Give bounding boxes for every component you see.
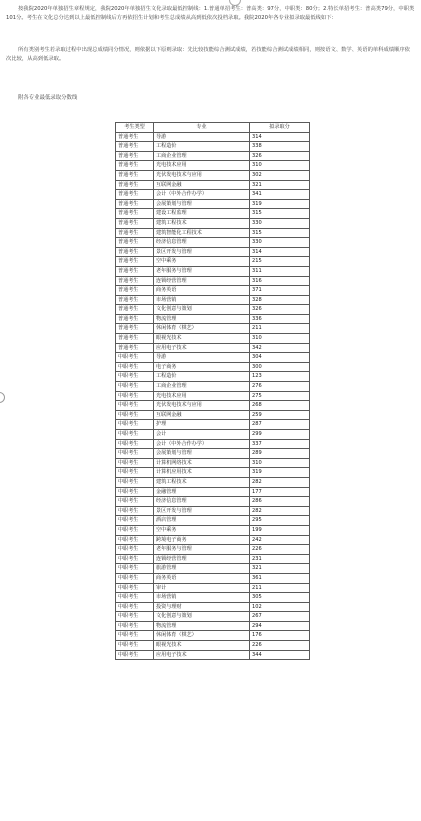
score-cell: 268 [250, 401, 310, 411]
major-cell: 文化创意与策划 [154, 612, 250, 622]
table-row [116, 132, 310, 142]
score-cell: 315 [250, 228, 310, 238]
table-row [116, 353, 310, 363]
student-type-cell: 普通考生 [116, 314, 154, 324]
student-type-cell: 中职考生 [116, 535, 154, 545]
table-row [116, 410, 310, 420]
table-row [116, 516, 310, 526]
table-row [116, 305, 310, 315]
major-cell: 连锁经营管理 [154, 554, 250, 564]
student-type-cell: 普通考生 [116, 295, 154, 305]
score-cell: 326 [250, 151, 310, 161]
student-type-cell: 普通考生 [116, 247, 154, 257]
score-cell: 305 [250, 593, 310, 603]
major-cell: 工程造价 [154, 142, 250, 152]
table-row [116, 602, 310, 612]
table-row [116, 545, 310, 555]
student-type-cell: 普通考生 [116, 343, 154, 353]
student-type-cell: 中职考生 [116, 545, 154, 555]
score-cell: 337 [250, 439, 310, 449]
major-cell: 会计（中外合作办学） [154, 190, 250, 200]
major-cell: 空中乘务 [154, 525, 250, 535]
major-cell: 工程造价 [154, 372, 250, 382]
student-type-cell: 中职考生 [116, 430, 154, 440]
student-type-cell: 中职考生 [116, 650, 154, 660]
major-cell: 导游 [154, 132, 250, 142]
student-type-cell: 普通考生 [116, 142, 154, 152]
score-cell: 310 [250, 334, 310, 344]
student-type-cell: 普通考生 [116, 132, 154, 142]
student-type-cell: 中职考生 [116, 420, 154, 430]
student-type-cell: 中职考生 [116, 641, 154, 651]
table-row [116, 209, 310, 219]
score-cell: 282 [250, 506, 310, 516]
major-cell: 计算机应用技术 [154, 468, 250, 478]
score-cell: 316 [250, 276, 310, 286]
table-row [116, 487, 310, 497]
score-cell: 300 [250, 362, 310, 372]
table-header-row [116, 123, 310, 133]
student-type-cell: 普通考生 [116, 209, 154, 219]
table-row [116, 573, 310, 583]
major-cell: 光伏发电技术与应用 [154, 170, 250, 180]
student-type-cell: 中职考生 [116, 554, 154, 564]
score-cell: 328 [250, 295, 310, 305]
score-cell: 275 [250, 391, 310, 401]
major-cell: 电子商务 [154, 362, 250, 372]
major-cell: 投资与理财 [154, 602, 250, 612]
student-type-cell: 中职考生 [116, 410, 154, 420]
student-type-cell: 普通考生 [116, 257, 154, 267]
major-cell: 老年服务与管理 [154, 266, 250, 276]
student-type-cell: 中职考生 [116, 564, 154, 574]
student-type-cell: 普通考生 [116, 151, 154, 161]
major-cell: 文化创意与策划 [154, 305, 250, 315]
score-cell: 310 [250, 458, 310, 468]
major-cell: 跨境电子商务 [154, 535, 250, 545]
student-type-cell: 中职考生 [116, 525, 154, 535]
table-row [116, 420, 310, 430]
score-cell: 176 [250, 631, 310, 641]
table-row [116, 228, 310, 238]
score-cell: 326 [250, 305, 310, 315]
score-cell: 267 [250, 612, 310, 622]
table-row [116, 621, 310, 631]
student-type-cell: 普通考生 [116, 199, 154, 209]
major-cell: 建设工程监理 [154, 209, 250, 219]
table-row [116, 401, 310, 411]
student-type-cell: 普通考生 [116, 266, 154, 276]
score-cell: 226 [250, 641, 310, 651]
major-cell: 市场营销 [154, 593, 250, 603]
score-cell: 211 [250, 583, 310, 593]
major-cell: 商务英语 [154, 573, 250, 583]
score-cell: 342 [250, 343, 310, 353]
circle-mark-icon [0, 392, 5, 403]
column-header-student-type: 考生类型 [116, 123, 154, 133]
student-type-cell: 普通考生 [116, 238, 154, 248]
score-cell: 319 [250, 468, 310, 478]
major-cell: 商务英语 [154, 286, 250, 296]
major-cell: 经济信息管理 [154, 238, 250, 248]
score-cell: 226 [250, 545, 310, 555]
table-row [116, 506, 310, 516]
student-type-cell: 普通考生 [116, 276, 154, 286]
table-row [116, 554, 310, 564]
table-row [116, 266, 310, 276]
major-cell: 物流管理 [154, 621, 250, 631]
table-row [116, 430, 310, 440]
score-cell: 314 [250, 132, 310, 142]
major-cell: 景区开发与管理 [154, 506, 250, 516]
score-cell: 102 [250, 602, 310, 612]
table-row [116, 631, 310, 641]
student-type-cell: 中职考生 [116, 612, 154, 622]
major-cell: 应用电子技术 [154, 343, 250, 353]
student-type-cell: 普通考生 [116, 190, 154, 200]
major-cell: 眼视光技术 [154, 334, 250, 344]
major-cell: 建筑智能化工程技术 [154, 228, 250, 238]
major-cell: 经济信息管理 [154, 497, 250, 507]
major-cell: 酒店管理 [154, 516, 250, 526]
score-cell: 294 [250, 621, 310, 631]
major-cell: 金融管理 [154, 487, 250, 497]
major-cell: 计算机网络技术 [154, 458, 250, 468]
score-cell: 282 [250, 477, 310, 487]
table-row [116, 650, 310, 660]
student-type-cell: 中职考生 [116, 439, 154, 449]
score-cell: 371 [250, 286, 310, 296]
student-type-cell: 中职考生 [116, 573, 154, 583]
major-cell: 会计 [154, 430, 250, 440]
major-cell: 市场营销 [154, 295, 250, 305]
table-row [116, 535, 310, 545]
score-cell: 242 [250, 535, 310, 545]
major-cell: 工商企业管理 [154, 151, 250, 161]
table-row [116, 295, 310, 305]
table-row [116, 391, 310, 401]
table-row [116, 324, 310, 334]
score-cell: 215 [250, 257, 310, 267]
major-cell: 旅游管理 [154, 564, 250, 574]
major-cell: 景区开发与管理 [154, 247, 250, 257]
score-cell: 336 [250, 314, 310, 324]
table-row [116, 286, 310, 296]
student-type-cell: 中职考生 [116, 382, 154, 392]
table-row [116, 334, 310, 344]
table-row [116, 641, 310, 651]
table-row [116, 593, 310, 603]
major-cell: 眼视光技术 [154, 641, 250, 651]
score-cell: 287 [250, 420, 310, 430]
admission-rules-paragraph: 按我院2020年单独招生章程规定，我院2020年单独招生文化录取最低控制线：1.普通单招考生：普高类：97分，中职类：80分；2.特长单招考生：普高类79分，中职类101分。考生在文化总分达到以上最低控制线后方再依招生计划和考生总成绩从高到低依次投档录取。我院2020年各专业拟录取最低线如下： [6, 6, 415, 21]
major-cell: 导游 [154, 353, 250, 363]
student-type-cell: 中职考生 [116, 353, 154, 363]
student-type-cell: 中职考生 [116, 449, 154, 459]
score-cell: 361 [250, 573, 310, 583]
student-type-cell: 中职考生 [116, 593, 154, 603]
student-type-cell: 普通考生 [116, 180, 154, 190]
student-type-cell: 普通考生 [116, 334, 154, 344]
table-body [116, 132, 310, 660]
student-type-cell: 普通考生 [116, 305, 154, 315]
cutoff-score-table [115, 122, 310, 660]
major-cell: 建筑工程技术 [154, 218, 250, 228]
table-row [116, 564, 310, 574]
score-cell: 314 [250, 247, 310, 257]
table-row [116, 449, 310, 459]
student-type-cell: 中职考生 [116, 362, 154, 372]
student-type-cell: 中职考生 [116, 401, 154, 411]
table-row [116, 151, 310, 161]
score-cell: 344 [250, 650, 310, 660]
table-row [116, 497, 310, 507]
score-cell: 211 [250, 324, 310, 334]
student-type-cell: 普通考生 [116, 228, 154, 238]
score-cell: 231 [250, 554, 310, 564]
table-row [116, 362, 310, 372]
table-row [116, 477, 310, 487]
table-row [116, 247, 310, 257]
table-row [116, 190, 310, 200]
student-type-cell: 中职考生 [116, 497, 154, 507]
student-type-cell: 中职考生 [116, 621, 154, 631]
student-type-cell: 普通考生 [116, 161, 154, 171]
table-row [116, 458, 310, 468]
major-cell: 应用电子技术 [154, 650, 250, 660]
score-cell: 199 [250, 525, 310, 535]
table-row [116, 199, 310, 209]
student-type-cell: 中职考生 [116, 477, 154, 487]
major-cell: 护理 [154, 420, 250, 430]
student-type-cell: 普通考生 [116, 286, 154, 296]
major-cell: 休闲体育（棋艺） [154, 631, 250, 641]
table-row [116, 180, 310, 190]
major-cell: 休闲体育（棋艺） [154, 324, 250, 334]
table-row [116, 439, 310, 449]
table-row [116, 612, 310, 622]
table-row [116, 238, 310, 248]
student-type-cell: 中职考生 [116, 516, 154, 526]
major-cell: 光电技术应用 [154, 161, 250, 171]
table-row [116, 218, 310, 228]
student-type-cell: 中职考生 [116, 372, 154, 382]
student-type-cell: 中职考生 [116, 506, 154, 516]
score-cell: 315 [250, 209, 310, 219]
tie-break-rules-paragraph: 所有类别考生若录取过程中出现总成绩同分情况，则依据以下原则录取：先比较技能综合测试成绩，若技能综合测试成绩相同，则按语文、数学、英语的单科成绩顺序依次比较，从高到低录取。 [6, 47, 410, 62]
table-row [116, 276, 310, 286]
table-caption: 附各专业最低录取分数线 [18, 95, 78, 101]
score-cell: 319 [250, 199, 310, 209]
score-cell: 177 [250, 487, 310, 497]
score-cell: 310 [250, 161, 310, 171]
score-cell: 286 [250, 497, 310, 507]
score-cell: 321 [250, 180, 310, 190]
score-cell: 289 [250, 449, 310, 459]
score-cell: 341 [250, 190, 310, 200]
major-cell: 连锁经营管理 [154, 276, 250, 286]
table-row [116, 343, 310, 353]
major-cell: 建筑工程技术 [154, 477, 250, 487]
student-type-cell: 中职考生 [116, 602, 154, 612]
table-row [116, 257, 310, 267]
score-cell: 330 [250, 218, 310, 228]
student-type-cell: 中职考生 [116, 468, 154, 478]
table-row [116, 142, 310, 152]
student-type-cell: 中职考生 [116, 391, 154, 401]
student-type-cell: 中职考生 [116, 487, 154, 497]
score-cell: 311 [250, 266, 310, 276]
student-type-cell: 普通考生 [116, 324, 154, 334]
score-cell: 123 [250, 372, 310, 382]
table-row [116, 314, 310, 324]
major-cell: 光伏发电技术与应用 [154, 401, 250, 411]
score-cell: 330 [250, 238, 310, 248]
score-cell: 299 [250, 430, 310, 440]
score-cell: 338 [250, 142, 310, 152]
major-cell: 会展策划与管理 [154, 449, 250, 459]
score-cell: 304 [250, 353, 310, 363]
table-row [116, 525, 310, 535]
table-row [116, 382, 310, 392]
major-cell: 光电技术应用 [154, 391, 250, 401]
major-cell: 互联网金融 [154, 180, 250, 190]
student-type-cell: 中职考生 [116, 583, 154, 593]
student-type-cell: 中职考生 [116, 631, 154, 641]
score-cell: 259 [250, 410, 310, 420]
score-cell: 302 [250, 170, 310, 180]
student-type-cell: 普通考生 [116, 218, 154, 228]
major-cell: 互联网金融 [154, 410, 250, 420]
column-header-major: 专业 [154, 123, 250, 133]
table-row [116, 170, 310, 180]
table-row [116, 372, 310, 382]
score-cell: 295 [250, 516, 310, 526]
major-cell: 空中乘务 [154, 257, 250, 267]
student-type-cell: 中职考生 [116, 458, 154, 468]
major-cell: 会展策划与管理 [154, 199, 250, 209]
major-cell: 物流管理 [154, 314, 250, 324]
table-row [116, 161, 310, 171]
table-row [116, 468, 310, 478]
major-cell: 审计 [154, 583, 250, 593]
column-header-score: 拟录取分 [250, 123, 310, 133]
major-cell: 工商企业管理 [154, 382, 250, 392]
student-type-cell: 普通考生 [116, 170, 154, 180]
table-row [116, 583, 310, 593]
major-cell: 会计（中外合作办学） [154, 439, 250, 449]
score-cell: 276 [250, 382, 310, 392]
score-cell: 321 [250, 564, 310, 574]
major-cell: 老年服务与管理 [154, 545, 250, 555]
